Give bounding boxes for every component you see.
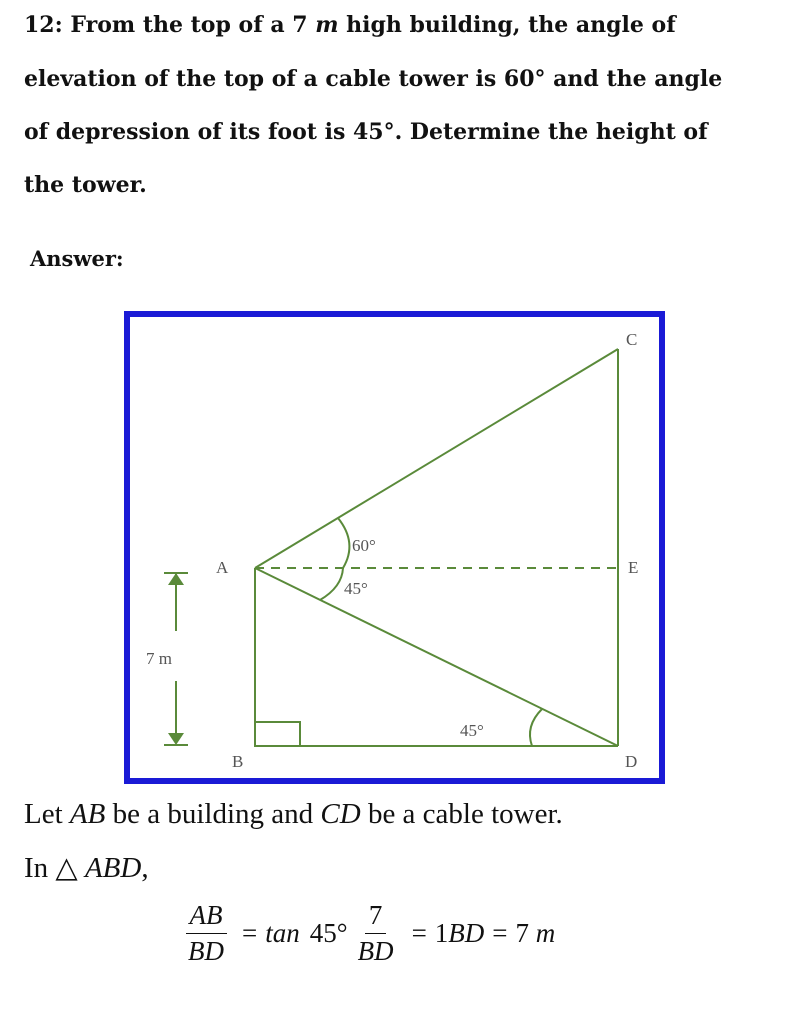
fraction-7-bd: [354, 900, 398, 967]
var-cd: CD: [320, 798, 361, 830]
tan-function: tan: [265, 918, 300, 948]
fraction-ab-bd: [184, 900, 228, 967]
label-c: C: [626, 330, 638, 349]
question-text: 12: From the top of a 7: [24, 12, 316, 38]
equals-sign: =: [411, 918, 427, 948]
solution-text: be a cable tower.: [360, 798, 563, 830]
solution-line-2: [24, 850, 149, 885]
fraction-numerator: AB: [186, 900, 227, 934]
label-angle-60: 60°: [352, 536, 376, 555]
solution-text: In △: [24, 852, 85, 884]
label-height: 7 m: [146, 649, 172, 668]
question-line-2: elevation of the top of a cable tower is 60° and the angle: [24, 66, 723, 92]
var-bd: BD: [448, 918, 485, 948]
formula: [178, 900, 555, 967]
question-line-3: of depression of its foot is 45°. Determine the height of: [24, 119, 708, 145]
question-text: high building, the angle of: [338, 12, 676, 38]
question-line-4: the tower.: [24, 172, 147, 198]
var-abd: ABD: [84, 852, 142, 884]
answer-label: Answer:: [30, 246, 124, 271]
tan-value: 45°: [309, 918, 348, 948]
value-seven: 7: [515, 918, 536, 948]
var-ab: AB: [69, 798, 106, 830]
triangle-figure: [124, 311, 666, 786]
figure-frame: [127, 314, 662, 781]
equals-sign: =: [492, 918, 508, 948]
fraction-denominator: BD: [357, 936, 394, 966]
label-angle-45-foot: 45°: [460, 721, 484, 740]
solution-text: be a building and: [105, 798, 321, 830]
label-e: E: [628, 558, 639, 577]
solution-text: ,: [141, 852, 149, 884]
label-b: B: [232, 752, 244, 771]
value-one: 1: [434, 918, 449, 948]
solution-text: Let: [24, 798, 70, 830]
question-line-1: [24, 12, 676, 38]
label-d: D: [625, 752, 638, 771]
label-a: A: [216, 558, 229, 577]
equals-sign: =: [242, 918, 258, 948]
unit-m: m: [535, 918, 556, 948]
solution-line-1: [24, 798, 563, 831]
label-angle-45: 45°: [344, 579, 368, 598]
unit-m: m: [315, 12, 339, 38]
fraction-numerator: 7: [365, 900, 387, 934]
fraction-denominator: BD: [188, 936, 224, 966]
